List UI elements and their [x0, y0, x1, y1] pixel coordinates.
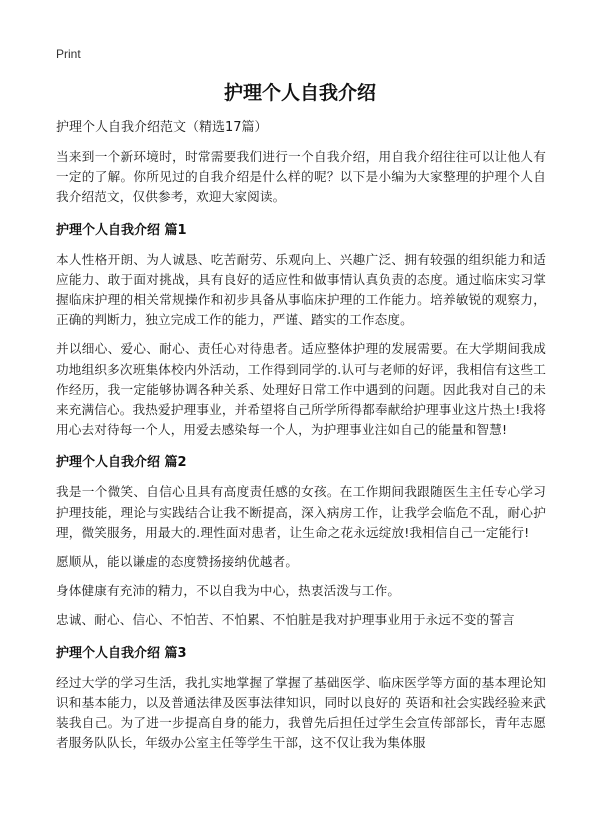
- document-body: [56, 118, 546, 762]
- page-title: 护理个人自我介绍: [223, 82, 376, 104]
- print-link[interactable]: Print: [56, 47, 81, 61]
- section-paragraph: 愿顺从，能以谦虚的态度赞扬接纳优越者。: [56, 554, 299, 570]
- section-paragraph: 并以细心、爱心、耐心、责任心对待患者。适应整体护理的发展需要。在大学期间我成功地组织多次班集体校内外活动，工作得到同学的.认可与老师的好评，我相信有这些工作经历，我一定能够协调各种关系、处理好日常工作中遇到的问题。因此我对自己的未来充满信心。我热爱护理事业，并希望将自己所学所得都奉献给护理事业这片热土!我将用心去对待每一个人，用爱去感染每一个人，为护理事业注如自己的能量和智慧!: [56, 341, 546, 438]
- section-heading: 护理个人自我介绍 篇3: [56, 645, 187, 661]
- section-paragraph: 我是一个微笑、自信心且具有高度责任感的女孩。在工作期间我跟随医生主任专心学习护理技能，理论与实践结合让我不断提高，深入病房工作，让我学会临危不乱，耐心护理，微笑服务，用最大的.理性面对患者，让生命之花永远绽放!我相信自己一定能行!: [56, 484, 546, 540]
- section-paragraph: 身体健康有充沛的精力，不以自我为中心，热衷活泼与工作。: [56, 583, 401, 599]
- section-paragraph: 忠诚、耐心、信心、不怕苦、不怕累、不怕脏是我对护理事业用于永远不变的誓言: [56, 612, 515, 628]
- intro-paragraph: 当来到一个新环境时，时常需要我们进行一个自我介绍，用自我介绍往往可以让他人有一定的了解。你所见过的自我介绍是什么样的呢？以下是小编为大家整理的护理个人自我介绍范文，仅供参考，欢迎大家阅读。: [56, 149, 546, 205]
- section-heading: 护理个人自我介绍 篇1: [56, 222, 187, 238]
- section-paragraph: 经过大学的学习生活，我扎实地掌握了掌握了基础医学、临床医学等方面的基本理论知识和基本能力，以及普通法律及医事法律知识，同时以良好的 英语和社会实践经验来武装我自己。为了进一步提高自身的能力，我曾先后担任过学生会宣传部部长，青年志愿者服务队队长，年级办公室主任等学生干部，这不仅让我为集体服: [56, 674, 546, 751]
- section-heading: 护理个人自我介绍 篇2: [56, 455, 187, 471]
- section-paragraph: 本人性格开朗、为人诚恳、吃苦耐劳、乐观向上、兴趣广泛、拥有较强的组织能力和适应能力、敢于面对挑战，具有良好的适应性和做事情认真负责的态度。通过临床实习掌握临床护理的相关常规操作和初步具备从事临床护理的工作能力。培养敏锐的观察力，正确的判断力，独立完成工作的能力，严谨、踏实的工作态度。: [56, 251, 546, 328]
- document-subtitle: 护理个人自我介绍范文（精选17篇）: [56, 120, 268, 135]
